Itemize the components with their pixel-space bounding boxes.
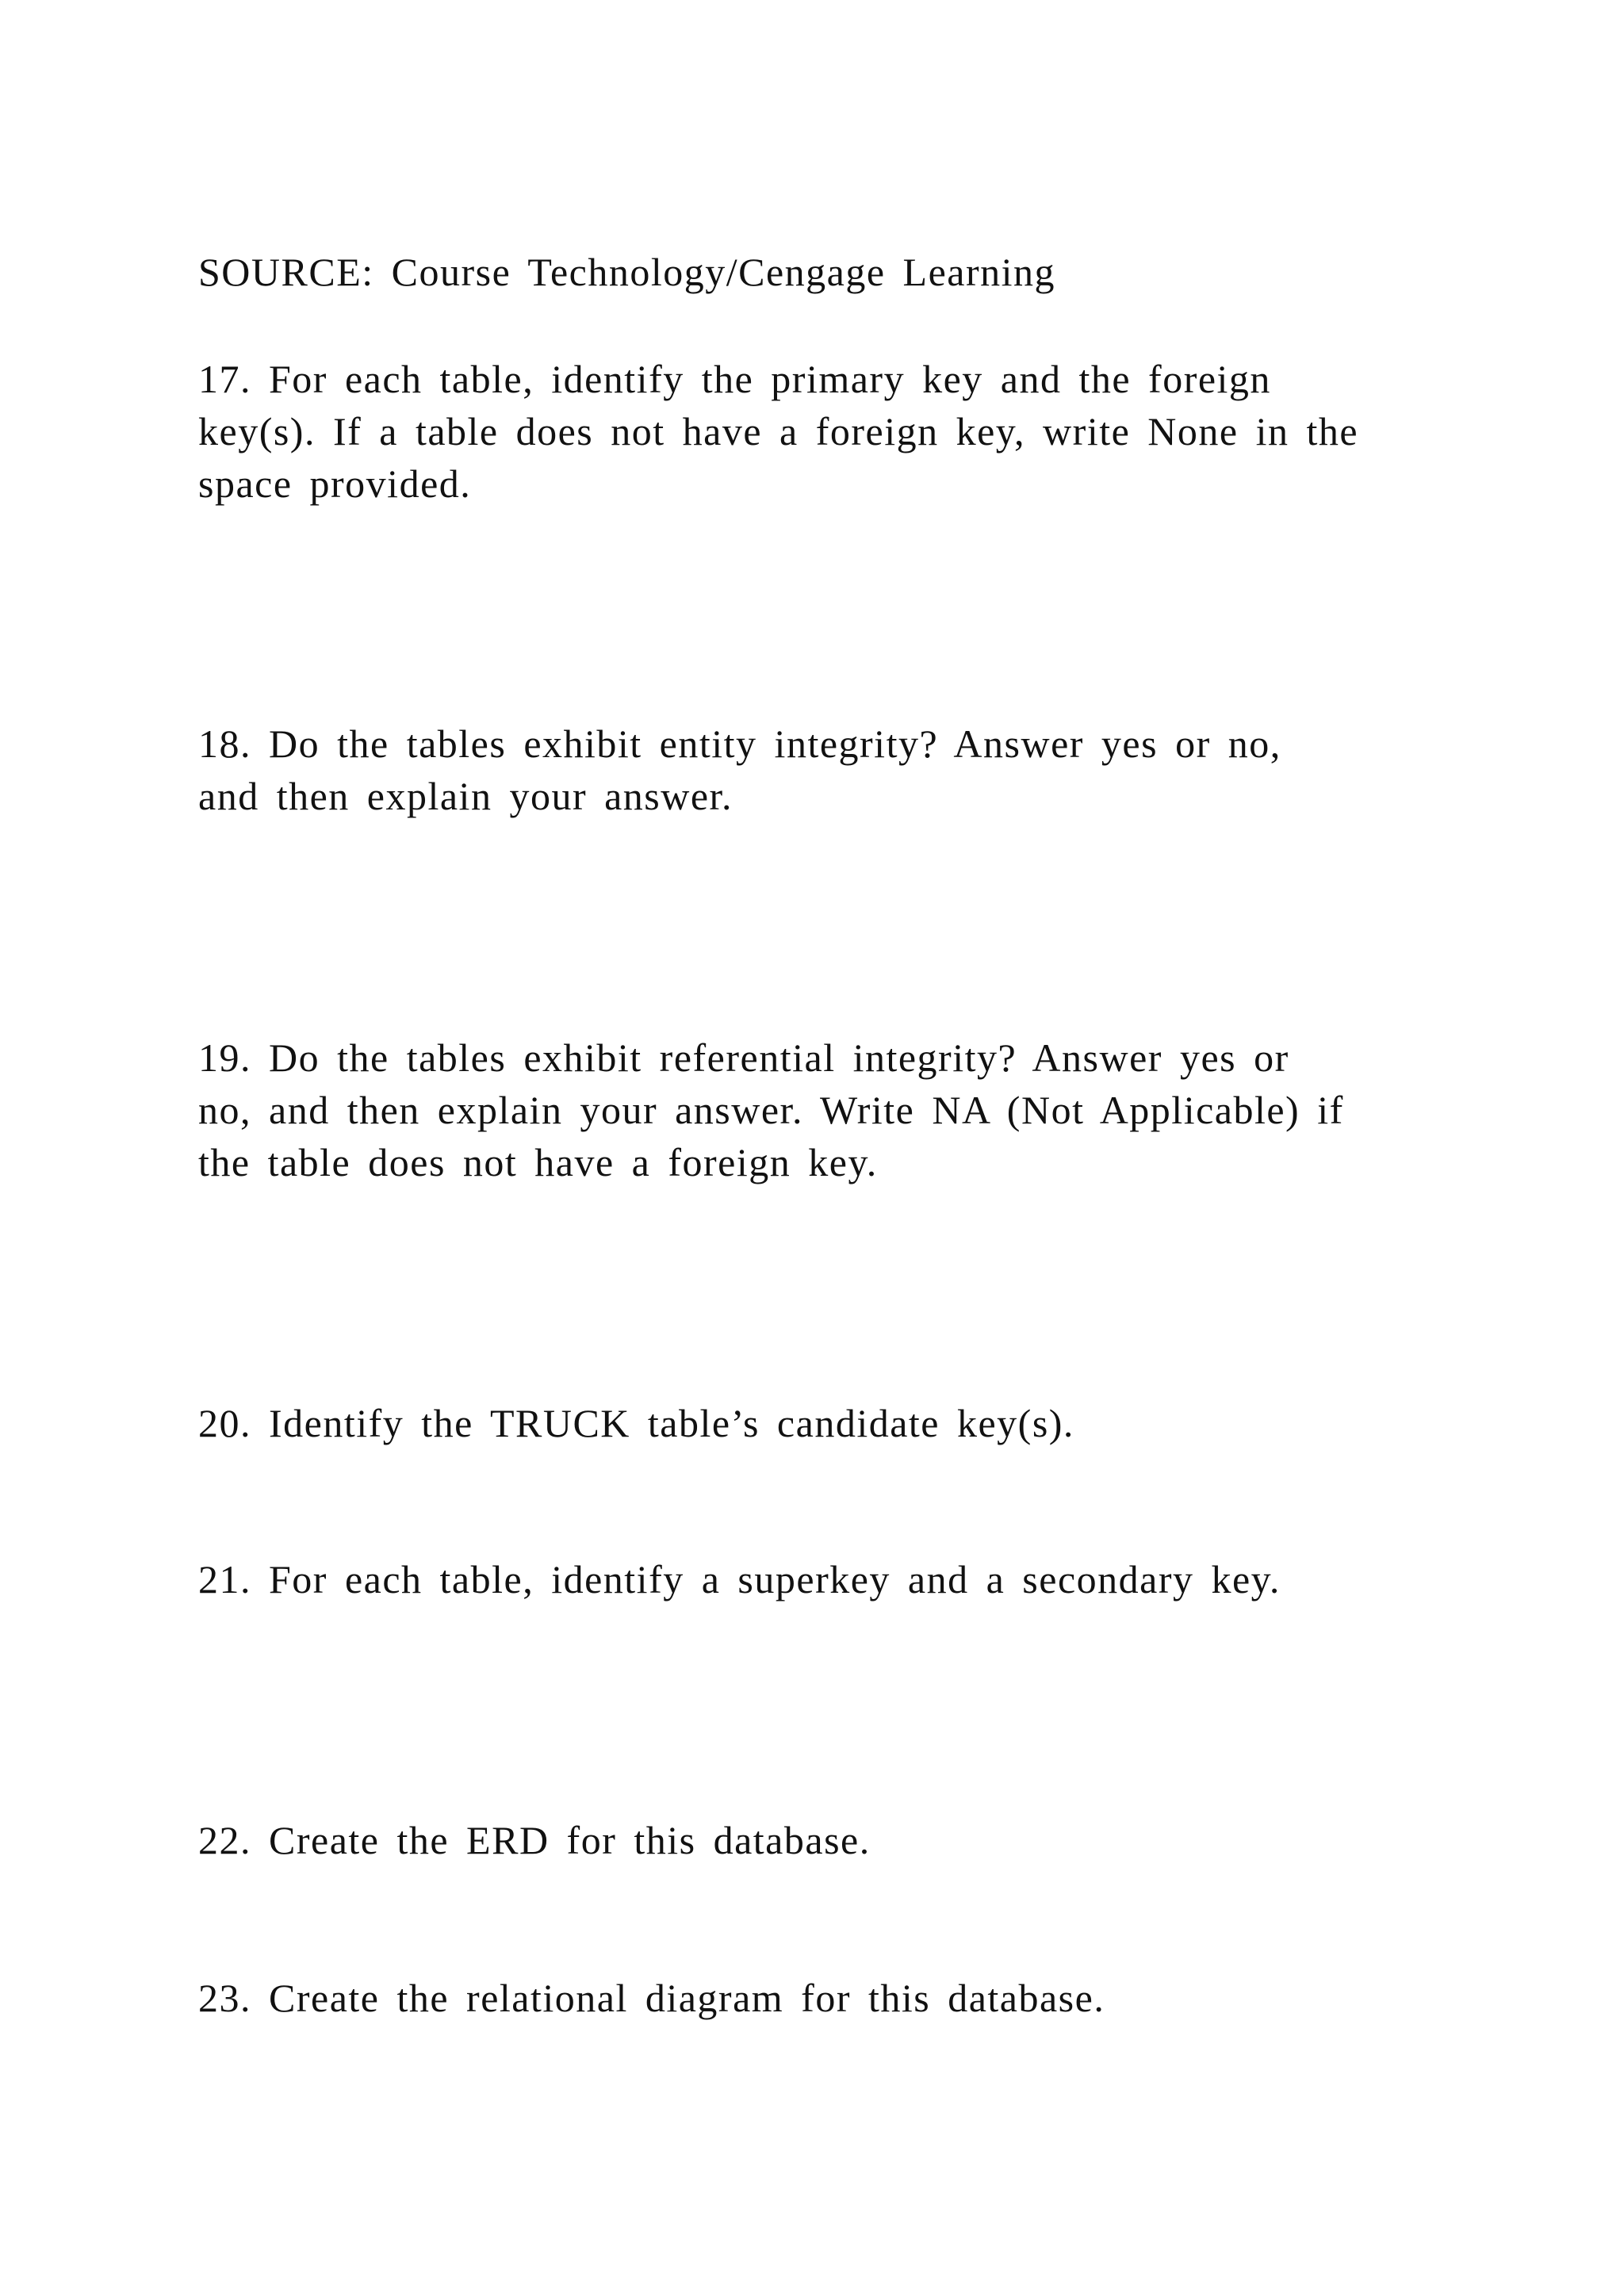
question-text-line: 17. For each table, identify the primary key and the foreign bbox=[198, 357, 1271, 401]
question-text-line: 23. Create the relational diagram for this database. bbox=[198, 1976, 1105, 2020]
question-text-line: and then explain your answer. bbox=[198, 774, 733, 818]
question-text-line: space provided. bbox=[198, 461, 472, 506]
source-line: SOURCE: Course Technology/Cengage Learning bbox=[198, 250, 1056, 294]
question-text-line: 18. Do the tables exhibit entity integrity? Answer yes or no, bbox=[198, 721, 1281, 766]
question-text-line: no, and then explain your answer. Write NA (Not Applicable) if bbox=[198, 1088, 1344, 1132]
question-text-line: key(s). If a table does not have a foreign key, write None in the bbox=[198, 409, 1359, 453]
question-text-line: the table does not have a foreign key. bbox=[198, 1140, 878, 1184]
question-text-line: 20. Identify the TRUCK table’s candidate key(s). bbox=[198, 1401, 1074, 1445]
question-text-line: 21. For each table, identify a superkey and a secondary key. bbox=[198, 1557, 1281, 1601]
question-text-line: 19. Do the tables exhibit referential integrity? Answer yes or bbox=[198, 1035, 1289, 1080]
question-text-line: 22. Create the ERD for this database. bbox=[198, 1818, 871, 1862]
